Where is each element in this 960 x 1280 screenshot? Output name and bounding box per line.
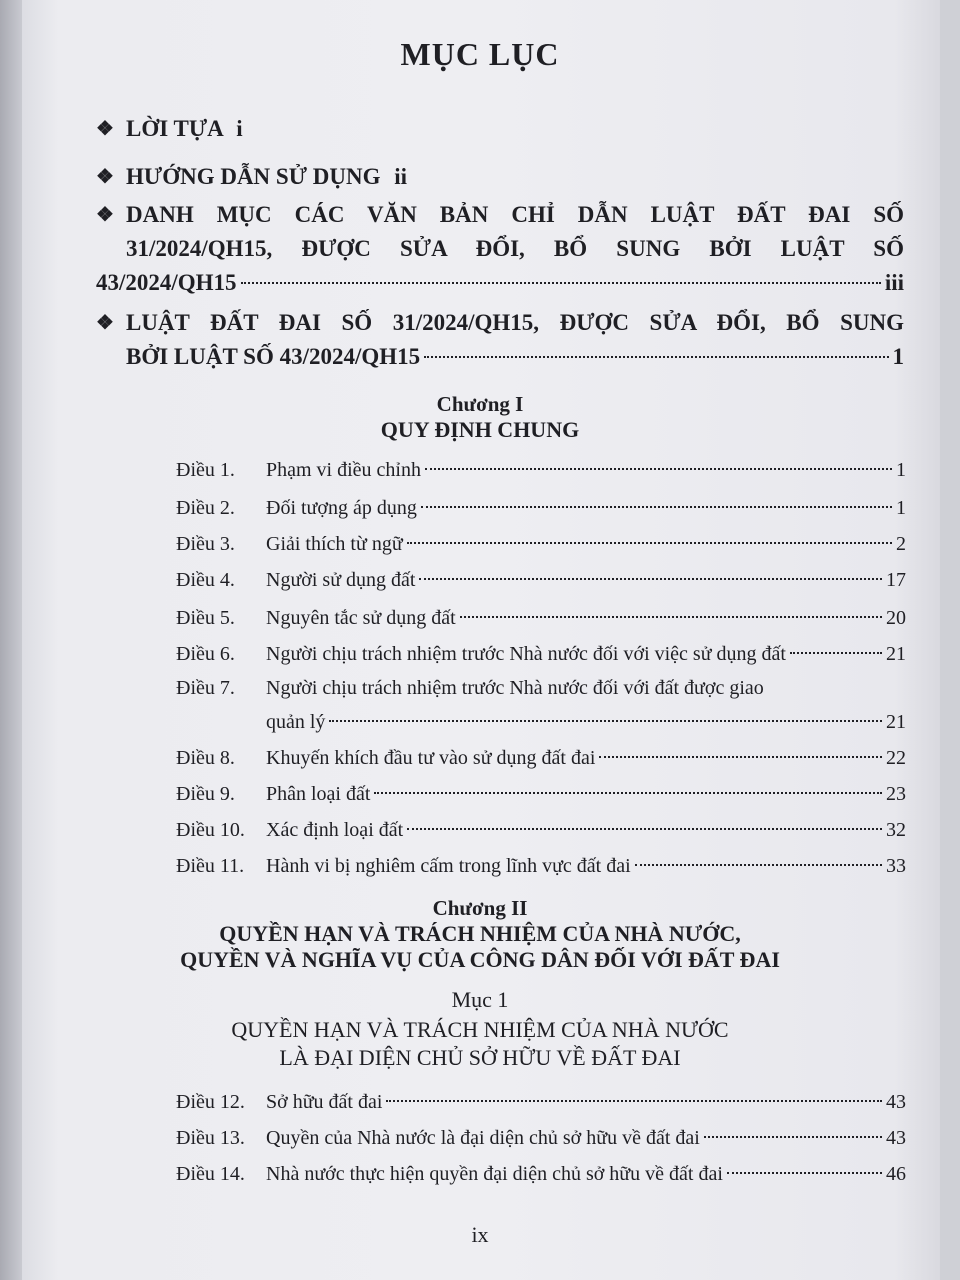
article-number: Điều 8. [176,747,235,769]
dot-leader [424,356,888,358]
article-title: Quyền của Nhà nước là đại diện chủ sở hữu về đất đai [266,1127,700,1149]
article-page: 33 [886,855,906,877]
chapter-heading: Chương I [436,392,524,416]
toc-article [176,674,906,736]
entry-line: DANH MỤC CÁC VĂN BẢN CHỈ DẪN LUẬT ĐẤT ĐAI SỐ [126,202,904,227]
entry-line: LUẬT ĐẤT ĐAI SỐ 31/2024/QH15, ĐƯỢC SỬA ĐỔI, BỔ SUNG [126,310,904,335]
toc-article [176,816,906,844]
article-title: Hành vi bị nghiêm cấm trong lĩnh vực đất đai [266,855,631,877]
toc-article [176,456,906,484]
article-title: Phân loại đất [266,783,371,805]
section-title-line: QUYỀN HẠN VÀ TRÁCH NHIỆM CỦA NHÀ NƯỚC [231,1017,729,1042]
section-heading: Mục 1 [451,987,509,1012]
dot-leader [386,1100,882,1102]
article-page: 43 [886,1127,906,1149]
chapter-title: QUY ĐỊNH CHUNG [380,417,580,442]
dot-leader [599,756,882,758]
dot-leader [635,864,882,866]
toc-article [176,566,906,594]
toc-article [176,604,906,632]
article-title: Khuyến khích đầu tư vào sử dụng đất đai [266,747,596,769]
entry-page: i [236,116,243,141]
article-title: Người sử dụng đất [266,569,416,591]
entry-page: 1 [892,344,904,369]
article-page: 17 [886,569,906,591]
article-page: 1 [896,497,906,519]
chapter-title-line: QUYỀN HẠN VÀ TRÁCH NHIỆM CỦA NHÀ NƯỚC, [219,921,741,946]
dot-leader [704,1136,882,1138]
article-number: Điều 6. [176,643,235,665]
toc-article [176,1124,906,1152]
toc-entry-usage-guide [96,160,904,194]
article-page: 46 [886,1163,906,1185]
diamond-bullet-icon: ❖ [96,166,114,188]
toc-article [176,494,906,522]
chapter-heading: Chương II [432,896,528,920]
article-title: Sở hữu đất đai [266,1091,383,1113]
article-title: Nhà nước thực hiện quyền đại diện chủ sở hữu về đất đai [266,1163,723,1185]
toc-article [176,1088,906,1116]
diamond-bullet-icon: ❖ [96,118,114,140]
article-title: Đối tượng áp dụng [266,497,417,519]
article-page: 21 [886,643,906,665]
diamond-bullet-icon: ❖ [96,204,114,226]
toc-article [176,530,906,558]
toc-article [176,744,906,772]
article-page: 2 [896,533,906,555]
article-number: Điều 14. [176,1163,245,1185]
article-title: Xác định loại đất [266,819,404,841]
article-page: 22 [886,747,906,769]
toc-article [176,1160,906,1188]
article-number: Điều 7. [176,677,235,699]
toc-article [176,640,906,668]
dot-leader [425,468,892,470]
entry-page: ii [394,164,408,189]
article-number: Điều 9. [176,783,235,805]
section-title-line: LÀ ĐẠI DIỆN CHỦ SỞ HỮU VỀ ĐẤT ĐAI [279,1045,681,1070]
article-title: Giải thích từ ngữ [266,533,403,555]
dot-leader [407,542,892,544]
page-edge-shadow [0,0,22,1280]
article-page: 23 [886,783,906,805]
dot-leader [790,652,882,654]
article-number: Điều 1. [176,459,235,481]
entry-label: BỞI LUẬT SỐ 43/2024/QH15 [126,344,421,369]
entry-line: 31/2024/QH15, ĐƯỢC SỬA ĐỔI, BỔ SUNG BỞI LUẬT SỐ [126,236,904,261]
article-page: 1 [896,459,906,481]
dot-leader [329,720,882,722]
article-title: quản lý [266,711,326,733]
toc-entry-document-list [96,198,904,300]
article-number: Điều 4. [176,569,235,591]
page-number: ix [471,1222,489,1247]
toc-entry-land-law [96,306,904,374]
article-number: Điều 11. [176,855,245,877]
dot-leader [727,1172,882,1174]
dot-leader [460,616,882,618]
dot-leader [241,282,881,284]
toc-article [176,780,906,808]
entry-label: LỜI TỰA [126,116,223,141]
toc-article [176,852,906,880]
article-page: 20 [886,607,906,629]
article-number: Điều 3. [176,533,235,555]
dot-leader [421,506,892,508]
article-page: 43 [886,1091,906,1113]
entry-page: iii [884,270,904,295]
chapter-title-line: QUYỀN VÀ NGHĨA VỤ CỦA CÔNG DÂN ĐỐI VỚI ĐẤT ĐAI [180,947,780,972]
article-number: Điều 10. [176,819,245,841]
entry-label: HƯỚNG DẪN SỬ DỤNG [126,164,381,189]
article-number: Điều 13. [176,1127,245,1149]
article-number: Điều 5. [176,607,235,629]
toc-entry-preface [96,112,904,146]
article-number: Điều 12. [176,1091,245,1113]
article-number: Điều 2. [176,497,235,519]
toc-title: MỤC LỤC [400,36,560,72]
article-title: Người chịu trách nhiệm trước Nhà nước đối với việc sử dụng đất [266,643,786,665]
article-title-line: Người chịu trách nhiệm trước Nhà nước đối với đất được giao [266,677,764,699]
diamond-bullet-icon: ❖ [96,312,114,334]
dot-leader [407,828,882,830]
article-title: Phạm vi điều chỉnh [266,459,421,481]
dot-leader [419,578,882,580]
article-page: 32 [886,819,906,841]
entry-label: 43/2024/QH15 [96,270,237,295]
article-page: 21 [886,711,906,733]
article-title: Nguyên tắc sử dụng đất [266,607,456,629]
dot-leader [374,792,882,794]
